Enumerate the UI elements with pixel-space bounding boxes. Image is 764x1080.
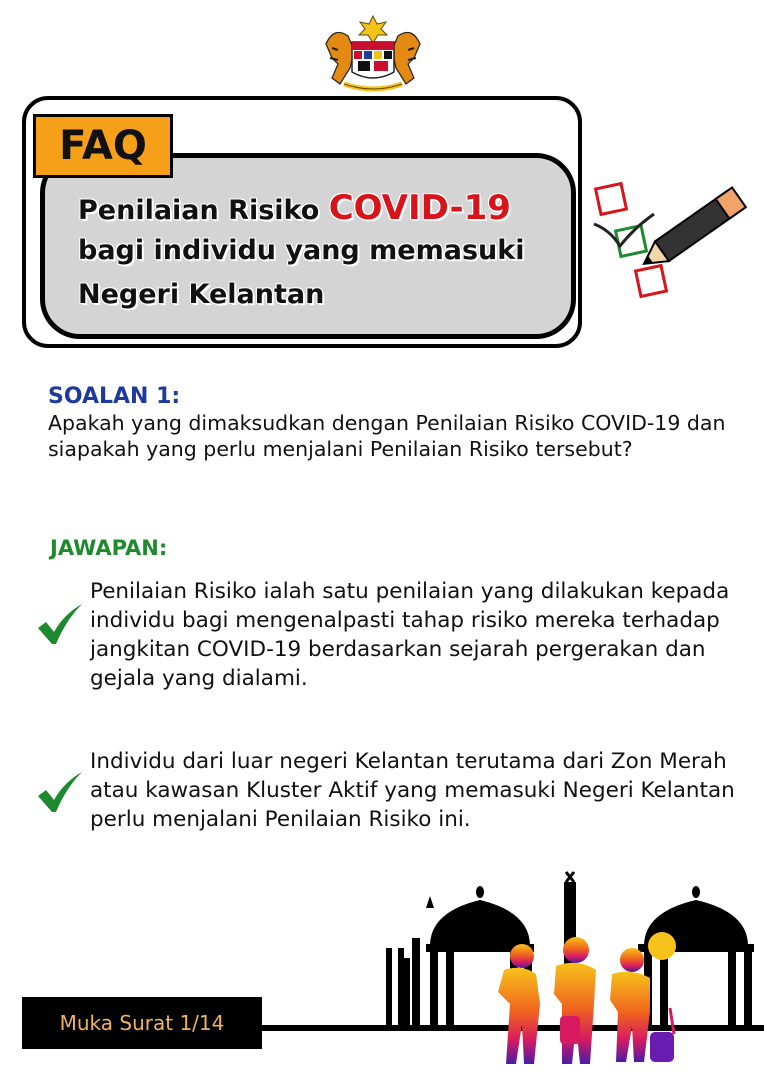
title-line-1 (78, 188, 511, 228)
people-travellers-illustration (498, 932, 676, 1064)
checklist-pencil-icon (588, 166, 758, 316)
answer-heading: JAWAPAN: (50, 536, 168, 560)
mosque-skyline-illustration (240, 868, 764, 1080)
title-line-2: bagi individu yang memasuki (78, 235, 525, 266)
page-counter: Muka Surat 1/14 (59, 1011, 225, 1035)
coat-of-arms-logo (318, 14, 428, 102)
check-icon (36, 604, 84, 648)
title-line-1-text: Penilaian Risiko (78, 195, 329, 226)
title-covid-highlight: COVID-19 (328, 188, 511, 228)
title-line-3: Negeri Kelantan (78, 279, 325, 310)
answer-item-2: Individu dari luar negeri Kelantan terutama dari Zon Merah atau kawasan Kluster Aktif yang memasuki Negeri Kelantan perlu menjalani Penilaian Risiko ini. (90, 749, 735, 832)
answer-item-1: Penilaian Risiko ialah satu penilaian yang dilakukan kepada individu bagi mengenalpasti tahap risiko mereka terhadap jangkitan COVID-19 berdasarkan sejarah pergerakan dan gejala yang dialami. (90, 579, 730, 691)
faq-label: FAQ (59, 123, 147, 169)
check-icon (36, 772, 84, 816)
question-text: Apakah yang dimaksudkan dengan Penilaian Risiko COVID-19 dan siapakah yang perlu menjalani Penilaian Risiko tersebut? (48, 411, 726, 461)
question-heading: SOALAN 1: (48, 384, 181, 409)
